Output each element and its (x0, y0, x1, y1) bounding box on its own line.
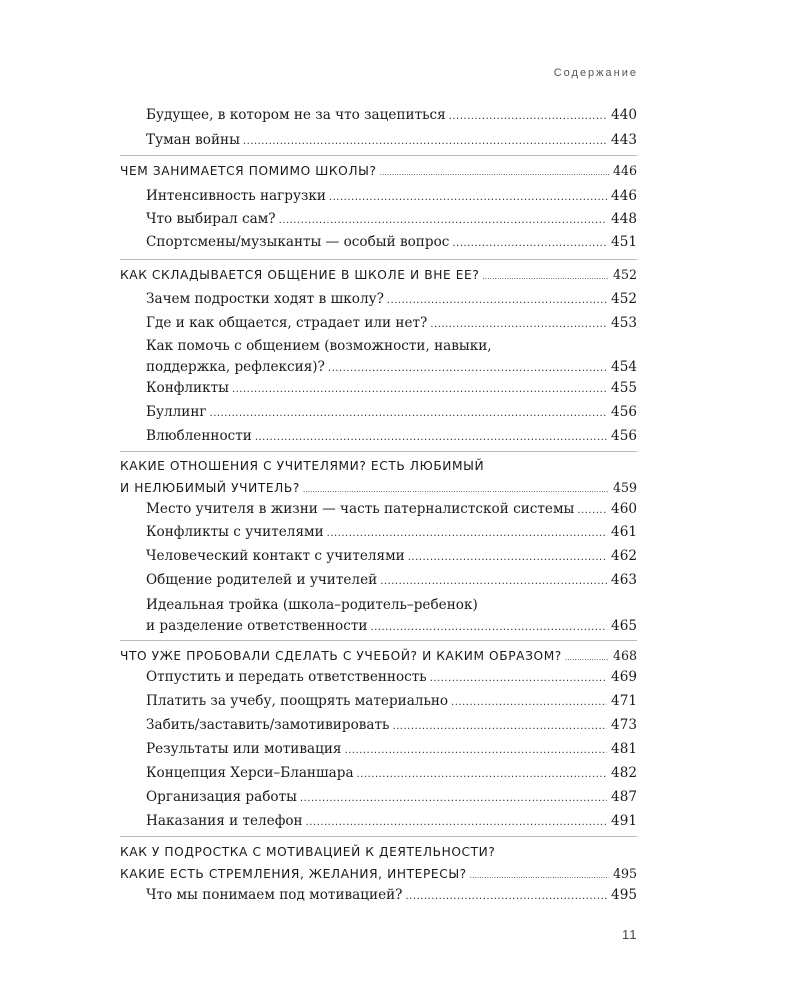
toc-page-number: 460 (611, 501, 637, 517)
toc-subsection-entry (0, 715, 800, 737)
toc-entry-title: КАК СКЛАДЫВАЕТСЯ ОБЩЕНИЕ В ШКОЛЕ И ВНЕ ЕЕ? (120, 268, 480, 282)
dot-leader (470, 866, 609, 887)
toc-subsection-entry (0, 546, 800, 568)
dot-leader (577, 500, 607, 521)
toc-entry-row (146, 739, 637, 761)
dot-leader (243, 131, 607, 152)
dot-leader (255, 427, 607, 448)
section-divider (120, 451, 637, 452)
dot-leader (329, 187, 607, 208)
dot-leader (392, 716, 607, 737)
dot-leader (452, 233, 607, 254)
running-head: Содержание (553, 67, 638, 79)
toc-entry-title: Результаты или мотивация (146, 741, 342, 757)
toc-subsection-entry (0, 186, 800, 208)
toc-entry-row (146, 186, 637, 208)
toc-entry-title: Где и как общается, страдает или нет? (146, 315, 428, 331)
toc-page-number: 446 (611, 188, 637, 204)
toc-page-number: 448 (611, 211, 637, 227)
toc-page-number: 443 (611, 132, 637, 148)
toc-subsection-entry (0, 232, 800, 254)
toc-page-number: 465 (611, 618, 637, 634)
toc-page-number: 482 (611, 765, 637, 781)
dot-leader (344, 740, 607, 761)
toc-entry-row (146, 570, 637, 592)
toc-subsection-entry (0, 402, 800, 424)
dot-leader (279, 210, 607, 231)
dot-leader (405, 886, 607, 907)
toc-entry-row (146, 885, 637, 907)
toc-entry-title: Наказания и телефон (146, 813, 303, 829)
toc-entry-row (120, 160, 637, 184)
dot-leader (387, 290, 607, 311)
toc-section-entry (0, 842, 800, 887)
toc-page-number: 455 (611, 380, 637, 396)
toc-page-number: 495 (611, 887, 637, 903)
toc-subsection-entry (0, 691, 800, 713)
toc-page-number: 453 (611, 315, 637, 331)
section-divider (120, 836, 637, 837)
toc-entry-title: ЧЕМ ЗАНИМАЕТСЯ ПОМИМО ШКОЛЫ? (120, 164, 377, 178)
toc-page-number: 440 (611, 107, 637, 123)
toc-entry-row (146, 289, 637, 311)
toc-page-number: 454 (611, 359, 637, 375)
toc-entry-row (146, 232, 637, 254)
toc-page-number: 471 (611, 693, 637, 709)
toc-entry-row (120, 477, 637, 501)
toc-section-entry (0, 456, 800, 501)
toc-entry-title: Туман войны (146, 132, 240, 148)
toc-subsection-entry (0, 289, 800, 311)
toc-page-number: 452 (611, 291, 637, 307)
toc-entry-row (146, 105, 637, 127)
page-number: 11 (622, 927, 638, 942)
dot-leader (408, 547, 607, 568)
section-divider (120, 259, 637, 260)
toc-entry-title-line: КАК У ПОДРОСТКА С МОТИВАЦИЕЙ К ДЕЯТЕЛЬНОСТИ? (120, 845, 496, 859)
toc-subsection-entry (0, 522, 800, 544)
toc-subsection-entry (0, 209, 800, 231)
toc-entry-row (146, 616, 637, 638)
toc-page-number: 481 (611, 741, 637, 757)
toc-subsection-entry (0, 336, 800, 379)
toc-entry-row (146, 715, 637, 737)
toc-page-number: 461 (611, 524, 637, 540)
toc-entry-row (146, 402, 637, 424)
toc-entry-title: Что выбирал сам? (146, 211, 276, 227)
toc-entry-title: Влюбленности (146, 428, 252, 444)
toc-entry-title: КАКИЕ ЕСТЬ СТРЕМЛЕНИЯ, ЖЕЛАНИЯ, ИНТЕРЕСЫ? (120, 867, 467, 881)
toc-entry-title: Человеческий контакт с учителями (146, 548, 405, 564)
toc-subsection-entry (0, 885, 800, 907)
toc-entry-title: Буллинг (146, 404, 207, 420)
toc-entry-title: Спортсмены/музыканты — особый вопрос (146, 234, 450, 250)
toc-entry-title: Место учителя в жизни — часть патерналистской системы (146, 501, 575, 517)
toc-subsection-entry (0, 499, 800, 521)
toc-entry-row (146, 357, 637, 379)
section-divider (120, 155, 637, 156)
dot-leader (303, 480, 609, 501)
toc-entry-title-line: Идеальная тройка (школа–родитель–ребенок) (146, 597, 478, 613)
toc-entry-row (146, 130, 637, 152)
toc-entry-title: Общение родителей и учителей (146, 572, 378, 588)
toc-subsection-entry (0, 763, 800, 785)
toc-subsection-entry (0, 426, 800, 448)
toc-subsection-entry (0, 570, 800, 592)
toc-entry-row (120, 645, 637, 669)
toc-page-number: 495 (612, 866, 637, 881)
toc-entry-title: Конфликты (146, 380, 229, 396)
dot-leader (370, 617, 607, 638)
toc-entry-row (146, 522, 637, 544)
toc-entry-row (146, 763, 637, 785)
toc-subsection-entry (0, 313, 800, 335)
toc-entry-title: Интенсивность нагрузки (146, 188, 326, 204)
toc-entry-row (146, 546, 637, 568)
toc-entry-title: поддержка, рефлексия)? (146, 359, 325, 375)
toc-subsection-entry (0, 105, 800, 127)
toc-page-number: 456 (611, 404, 637, 420)
toc-entry-title: Платить за учебу, поощрять материально (146, 693, 449, 709)
dot-leader (449, 106, 607, 127)
toc-entry-title: ЧТО УЖЕ ПРОБОВАЛИ СДЕЛАТЬ С УЧЕБОЙ? И КАКИМ ОБРАЗОМ? (120, 649, 562, 663)
dot-leader (430, 668, 607, 689)
toc-entry-row (146, 378, 637, 400)
toc-subsection-entry (0, 667, 800, 689)
toc-entry-title: Что мы понимаем под мотивацией? (146, 887, 403, 903)
dot-leader (430, 314, 607, 335)
toc-entry-row (146, 811, 637, 833)
toc-entry-row (120, 264, 637, 288)
dot-leader (328, 358, 607, 379)
dot-leader (565, 648, 609, 669)
toc-page-number: 462 (611, 548, 637, 564)
toc-entry-title: Организация работы (146, 789, 297, 805)
toc-subsection-entry (0, 130, 800, 152)
toc-entry-row (146, 313, 637, 335)
toc-entry-title: Конфликты с учителями (146, 524, 324, 540)
toc-page-number: 491 (611, 813, 637, 829)
toc-page-number: 451 (611, 234, 637, 250)
toc-entry-title: И НЕЛЮБИМЫЙ УЧИТЕЛЬ? (120, 481, 300, 495)
toc-entry-row (146, 209, 637, 231)
dot-leader (380, 163, 609, 184)
dot-leader (380, 571, 607, 592)
toc-section-entry (0, 160, 800, 184)
toc-entry-title-line: КАКИЕ ОТНОШЕНИЯ С УЧИТЕЛЯМИ? ЕСТЬ ЛЮБИМЫЙ (120, 459, 485, 473)
toc-entry-row (146, 426, 637, 448)
toc-entry-title: Будущее, в котором не за что зацепиться (146, 107, 446, 123)
toc-subsection-entry (0, 811, 800, 833)
toc-entry-title: Забить/заставить/замотивировать (146, 717, 390, 733)
dot-leader (232, 379, 607, 400)
dot-leader (451, 692, 607, 713)
dot-leader (210, 403, 608, 424)
toc-page-number: 452 (612, 267, 637, 282)
toc-subsection-entry (0, 378, 800, 400)
toc-page-number: 468 (612, 648, 637, 663)
toc-section-entry (0, 645, 800, 669)
dot-leader (357, 764, 608, 785)
toc-page-number: 473 (611, 717, 637, 733)
toc-section-entry (0, 264, 800, 288)
toc-page-number: 469 (611, 669, 637, 685)
dot-leader (327, 523, 607, 544)
toc-page-number: 487 (611, 789, 637, 805)
toc-entry-row (146, 787, 637, 809)
toc-subsection-entry (0, 739, 800, 761)
toc-entry-title: Отпустить и передать ответственность (146, 669, 427, 685)
toc-page-number: 459 (612, 480, 637, 495)
toc-entry-title: Зачем подростки ходят в школу? (146, 291, 384, 307)
dot-leader (300, 788, 607, 809)
toc-page-number: 463 (611, 572, 637, 588)
section-divider (120, 640, 637, 641)
dot-leader (482, 267, 609, 288)
toc-entry-title: и разделение ответственности (146, 618, 368, 634)
toc-page-number: 456 (611, 428, 637, 444)
toc-entry-title-line: Как помочь с общением (возможности, навыки, (146, 338, 492, 354)
dot-leader (306, 812, 607, 833)
toc-entry-row (146, 667, 637, 689)
toc-subsection-entry (0, 787, 800, 809)
toc-entry-row (146, 691, 637, 713)
toc-page-number: 446 (612, 163, 637, 178)
toc-entry-row (146, 499, 637, 521)
toc-entry-row (120, 863, 637, 887)
toc-entry-title: Концепция Херси–Бланшара (146, 765, 354, 781)
toc-subsection-entry (0, 595, 800, 638)
